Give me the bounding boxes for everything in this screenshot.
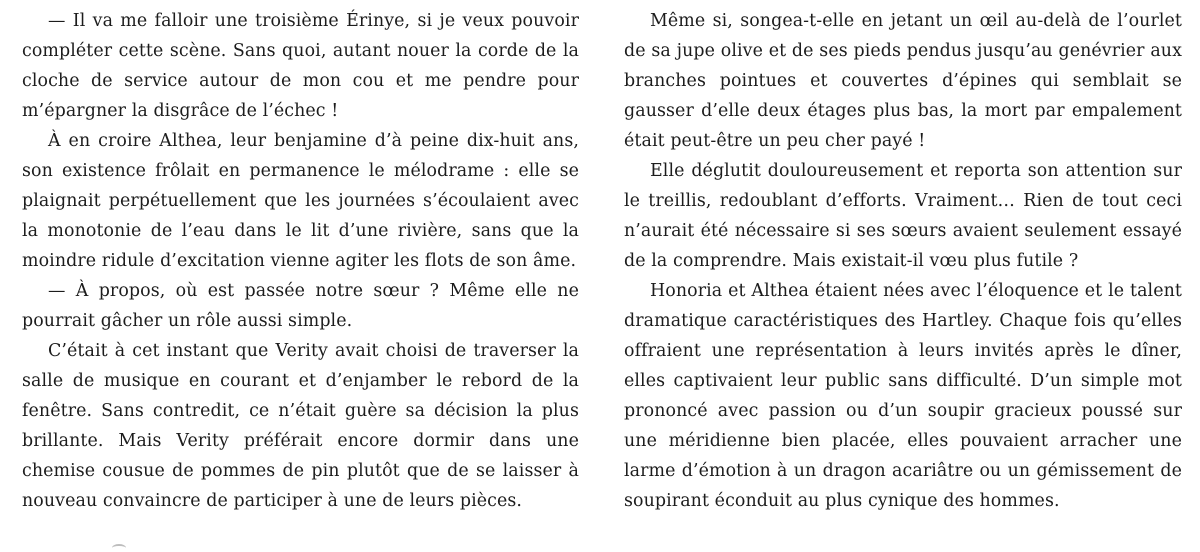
cropped-glyph-fragment — [112, 544, 126, 552]
paragraph: Elle déglutit douloureusement et reporta son attention sur le treillis, redoublant d’efforts. Vraiment… Rien de tout ceci n’aurait été nécessaire si ses sœurs avaient seulement essayé de la comprendre. Mais existait-il vœu plus futile ? — [624, 161, 1182, 271]
paragraph: — À propos, où est passée notre sœur ? Même elle ne pourrait gâcher un rôle aussi simple. — [22, 281, 579, 331]
paragraph: C’était à cet instant que Verity avait choisi de traverser la salle de musique en courant et d’enjamber le rebord de la fenêtre. Sans contredit, ce n’était guère sa décision la plus brillante. Mais Verity préférait encore dormir dans une chemise cousue de pommes de pin plutôt que de se laisser à nouveau convaincre de participer à une de leurs pièces. — [22, 341, 579, 511]
paragraph: À en croire Althea, leur benjamine d’à peine dix-huit ans, son existence frôlait en permanence le mélodrame : elle se plaignait perpétuellement que les journées s’écoulaient avec la monotonie de l’eau dans le lit d’une rivière, sans que la moindre ridule d’excitation vienne agiter les flots de son âme. — [22, 131, 579, 271]
paragraph: Honoria et Althea étaient nées avec l’éloquence et le talent dramatique caractéristiques des Hartley. Chaque fois qu’elles offraient une représentation à leurs invités après le dîner, elles captivaient leur public sans difficulté. D’un simple mot prononcé avec passion ou d’un soupir gracieux poussé sur une méridienne bien placée, elles pouvaient arracher une larme d’émotion à un dragon acariâtre ou un gémissement de soupirant éconduit au plus cynique des hommes. — [624, 281, 1182, 511]
right-page-text — [624, 6, 1182, 516]
paragraph: — Il va me falloir une troisième Érinye, si je veux pouvoir compléter cette scène. Sans quoi, autant nouer la corde de la cloche de service autour de mon cou et me pendre pour m’épargner la disgrâce de l’échec ! — [22, 11, 579, 121]
paragraph: Même si, songea-t-elle en jetant un œil au-delà de l’ourlet de sa jupe olive et de ses pieds pendus jusqu’au genévrier aux branches pointues et couvertes d’épines qui semblait se gausser d’elle deux étages plus bas, la mort par empalement était peut-être un peu cher payé ! — [624, 11, 1182, 151]
left-page-text — [22, 6, 579, 516]
